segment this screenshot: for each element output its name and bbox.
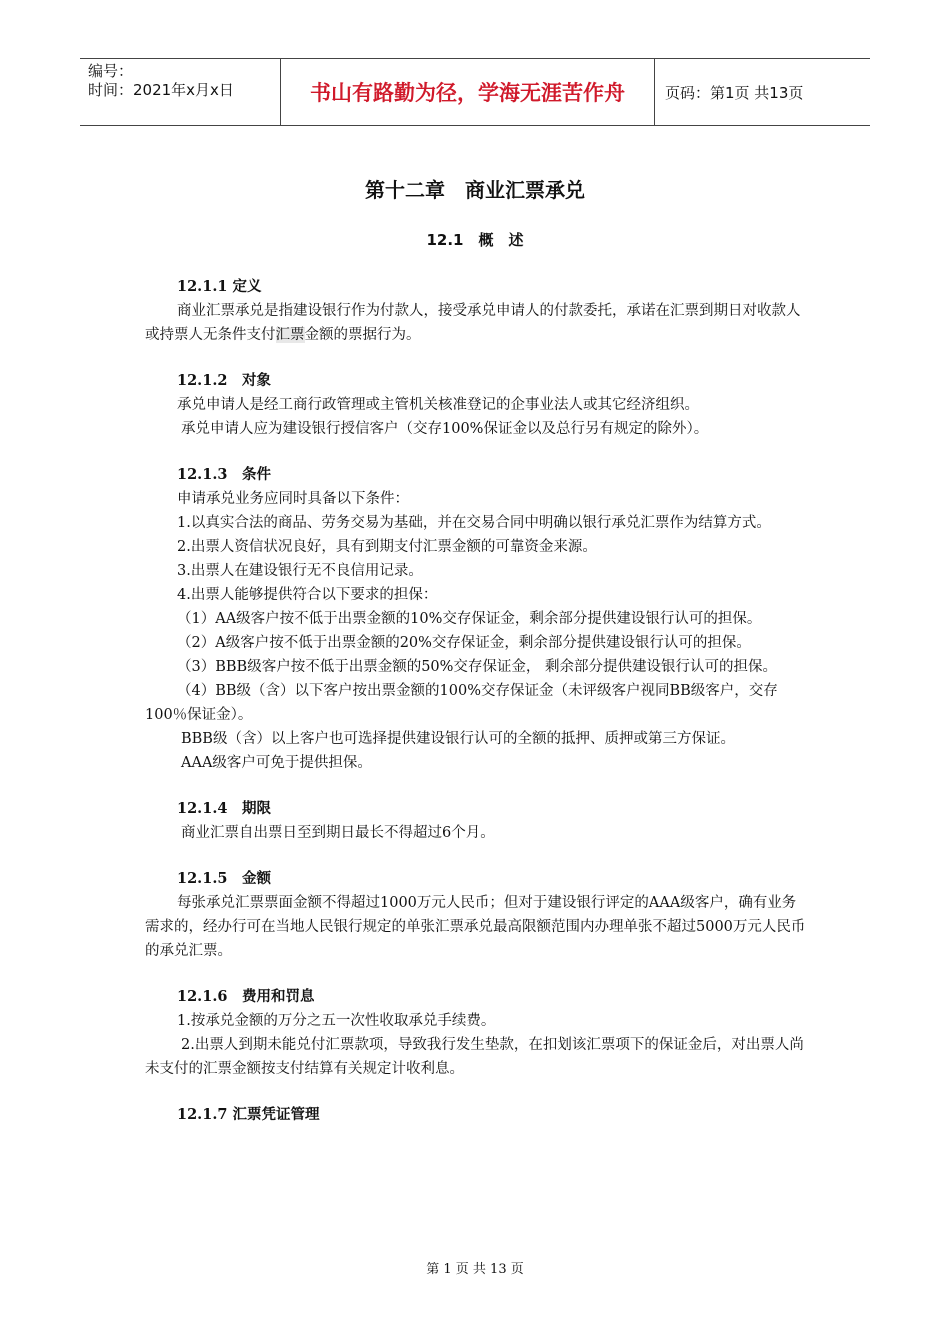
list-item: （1）AA级客户按不低于出票金额的10%交存保证金，剩余部分提供建设银行认可的担保。 [177,611,762,627]
list-item: （3）BBB级客户按不低于出票金额的50%交存保证金， 剩余部分提供建设银行认可的担保。 [177,659,778,675]
text-run: 金额的票据行为。 [304,327,421,343]
header-page-info: 页码：第1页 共13页 [665,83,804,102]
heading-voucher-management: 12.1.7 汇票凭证管理 [177,1106,320,1123]
text-run: 商业汇票承兑是指建设银行作为付款人，接受承兑申请人的付款委托，承诺在汇票到期日对收款人或持票人无条件支付 [145,303,801,343]
paragraph: AAA级客户可免于提供担保。 [181,755,372,771]
paragraph: BBB级（含）以上客户也可选择提供建设银行认可的全额的抵押、质押或第三方保证。 [181,731,735,747]
paragraph: 申请承兑业务应同时具备以下条件： [177,491,409,507]
heading-conditions: 12.1.3 条件 [177,466,271,483]
chapter-title: 第十二章 商业汇票承兑 [365,178,585,202]
list-item: 4.出票人能够提供符合以下要求的担保： [177,587,438,603]
highlighted-text: 汇票 [275,327,305,343]
section-title: 12.1 概 述 [426,231,524,249]
list-item: 2.出票人资信状况良好，具有到期支付汇票金额的可靠资金来源。 [177,539,597,555]
number-label: 编号： [88,62,134,80]
document-body [145,275,810,1127]
header-motto: 书山有路勤为径，学海无涯苦作舟 [281,59,655,125]
list-item: （2）A级客户按不低于出票金额的20%交存保证金，剩余部分提供建设银行认可的担保。 [177,635,751,651]
page-footer: 第 1 页 共 13 页 [426,1262,524,1277]
paragraph: 商业汇票自出票日至到期日最长不得超过6个月。 [181,825,495,841]
heading-amount: 12.1.5 金额 [177,870,271,887]
list-item: 1.按承兑金额的万分之五一次性收取承兑手续费。 [177,1013,496,1029]
heading-fees: 12.1.6 费用和罚息 [177,988,315,1005]
list-item: 2.出票人到期未能兑付汇票款项，导致我行发生垫款，在扣划该汇票项下的保证金后，对出票人尚未支付的汇票金额按支付结算有关规定计收利息。 [145,1037,804,1077]
paragraph [145,299,810,347]
heading-term: 12.1.4 期限 [177,800,271,817]
paragraph: 承兑申请人是经工商行政管理或主管机关核准登记的企事业法人或其它经济组织。 [177,397,699,413]
heading-object: 12.1.2 对象 [177,372,271,389]
heading-definition: 12.1.1 定义 [177,278,262,295]
list-item: （4）BB级（含）以下客户按出票金额的100%交存保证金（未评级客户视同BB级客户，交存100％保证金）。 [145,683,778,723]
list-item: 3.出票人在建设银行无不良信用记录。 [177,563,423,579]
paragraph: 承兑申请人应为建设银行授信客户（交存100%保证金以及总行另有规定的除外）。 [181,421,709,437]
page-header [80,58,870,126]
header-meta [80,59,281,125]
time-label: 时间：2021年x月x日 [88,81,234,99]
paragraph: 每张承兑汇票票面金额不得超过1000万元人民币；但对于建设银行评定的AAA级客户，确有业务需求的，经办行可在当地人民银行规定的单张汇票承兑最高限额范围内办理单张不超过5000万元人民币的承兑汇票。 [145,895,806,959]
list-item: 1.以真实合法的商品、劳务交易为基础，并在交易合同中明确以银行承兑汇票作为结算方式。 [177,515,771,531]
